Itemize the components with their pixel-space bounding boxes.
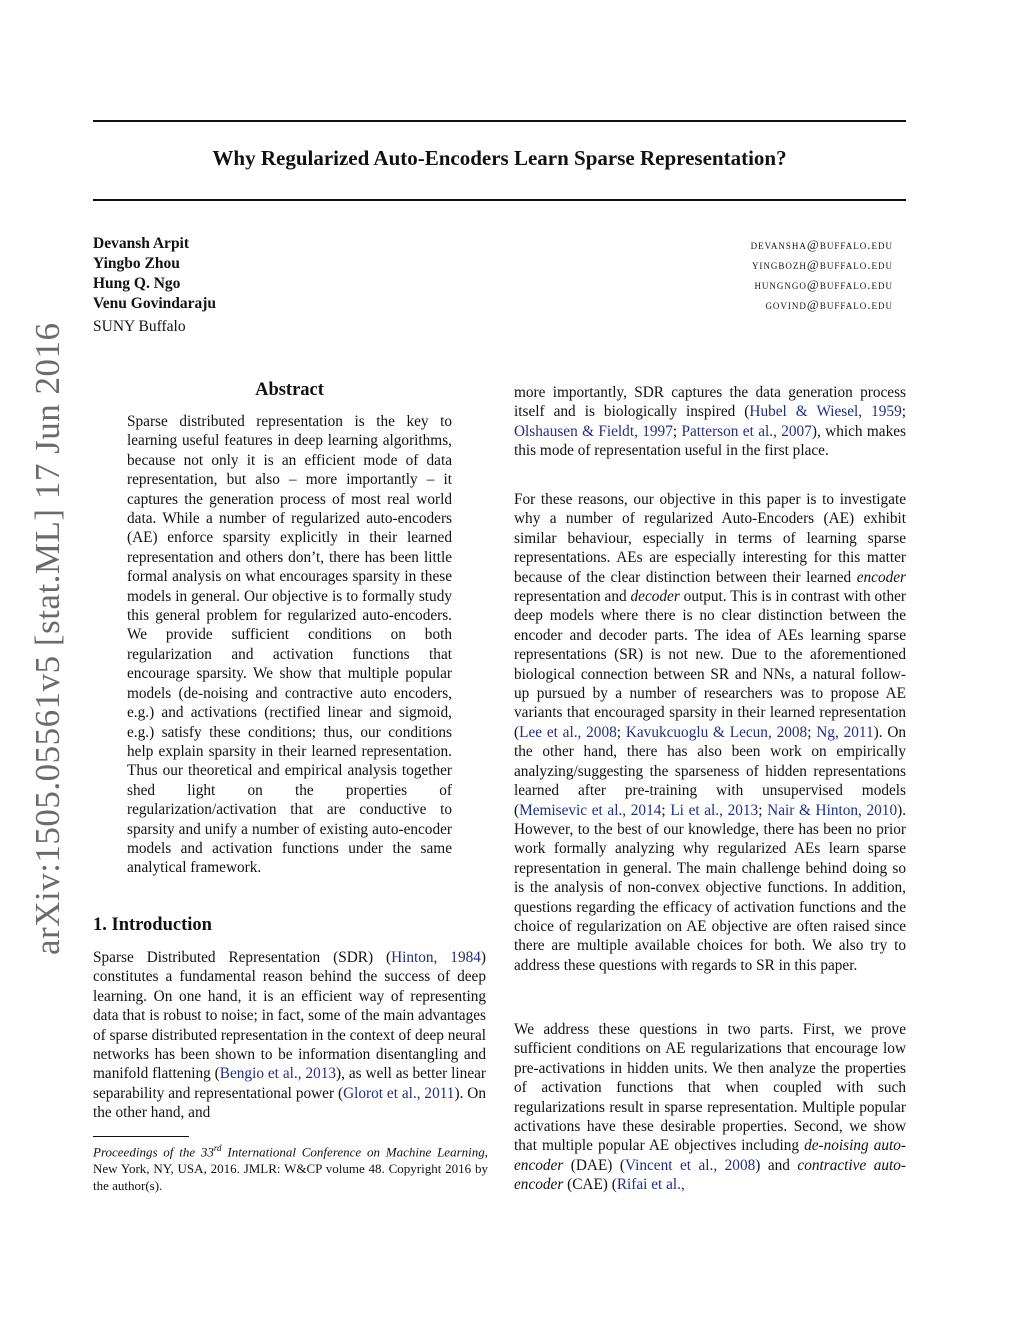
author-row <box>93 235 893 255</box>
citation-link[interactable]: Kavukcuoglu & Lecun, 2008 <box>625 723 808 741</box>
arxiv-stamp: arXiv:1505.05561v5 [stat.ML] 17 Jun 2016 <box>28 322 67 955</box>
author-name: Venu Govindaraju <box>93 295 217 312</box>
citation-link[interactable]: Glorot et al., 2011 <box>343 1084 455 1102</box>
citation-link[interactable]: Bengio et al., 2013 <box>219 1065 337 1083</box>
abstract-heading: Abstract <box>255 380 324 400</box>
body-paragraph: more importantly, SDR captures the data generation process itself and is biologically inspired (Hubel & Wiesel, 1959; Olshausen & Fieldt, 1997; Patterson et al., 2007), which makes this mode of representation useful in the first place. <box>514 384 906 460</box>
citation-link[interactable]: Patterson et al., 2007 <box>681 422 812 440</box>
affiliation: SUNY Buffalo <box>93 318 186 335</box>
author-email: hungngo@buffalo.edu <box>754 277 893 292</box>
citation-link[interactable]: Li et al., 2013 <box>670 801 759 819</box>
title-rule-bottom <box>93 199 906 201</box>
author-row <box>93 255 893 275</box>
title-rule-top <box>93 120 906 122</box>
citation-link[interactable]: Memisevic et al., 2014 <box>519 801 662 819</box>
author-name: Devansh Arpit <box>93 235 190 252</box>
author-email: devansha@buffalo.edu <box>750 237 893 252</box>
citation-link[interactable]: Ng, 2011 <box>816 723 874 741</box>
body-paragraph: We address these questions in two parts. First, we prove sufficient conditions on AE regularizations that encourage low pre-activations in hidden units. We then analyze the properties of activation functions that when coupled with such regularizations result in sparse representation. Multiple popular activations have these desirable properties. Second, we show that multiple popular AE objectives including de-noising auto-encoder (DAE) (Vincent et al., 2008) and contractive auto-encoder (CAE) (Rifai et al., <box>514 1021 906 1194</box>
author-name: Hung Q. Ngo <box>93 275 181 292</box>
author-row <box>93 295 893 315</box>
citation-link[interactable]: Lee et al., 2008 <box>519 723 617 741</box>
footnote-rule <box>93 1136 189 1137</box>
citation-link[interactable]: Nair & Hinton, 2010 <box>767 801 898 819</box>
citation-link[interactable]: Olshausen & Fieldt, 1997 <box>514 422 673 440</box>
author-email: govind@buffalo.edu <box>765 297 893 312</box>
citation-link[interactable]: Hubel & Wiesel, 1959 <box>749 403 902 421</box>
citation-link[interactable]: Hinton, 1984 <box>391 949 481 966</box>
section-heading-introduction: 1. Introduction <box>93 915 212 935</box>
abstract-text: Sparse distributed representation is the key to learning useful features in deep learning algorithms, because not only it is an efficient mode of data representation, but also – more importantly – it captures the generation process of most real world data. While a number of regularized auto-encoders (AE) enforce sparsity explicitly in their learned representation and others don’t, there has been little formal analysis on what encourages sparsity in these models in general. Our objective is to formally study this general problem for regularized auto-encoders. We provide sufficient conditions on both regularization and activation functions that encourage sparsity. We show that multiple popular models (de-noising and contractive auto encoders, e.g.) and activations (rectified linear and sigmoid, e.g.) satisfy these conditions; thus, our conditions help explain sparsity in their learned representation. Thus our theoretical and empirical analysis together shed light on the properties of regularization/activation that are conductive to sparsity and unify a number of existing auto-encoder models and activation functions under the same analytical framework. <box>127 413 452 877</box>
intro-paragraph: Sparse Distributed Representation (SDR) (Hinton, 1984) constitutes a fundamental reason behind the success of deep learning. On one hand, it is an efficient way of representing data that is robust to noise; in fact, some of the main advantages of sparse distributed representation in the context of deep neural networks has been shown to be information disentangling and manifold flattening (Bengio et al., 2013), as well as better linear separability and representational power (Glorot et al., 2011). On the other hand, and <box>93 949 487 1122</box>
citation-link[interactable]: Rifai et al., <box>616 1176 685 1194</box>
author-name: Yingbo Zhou <box>93 255 180 272</box>
citation-link[interactable]: Vincent et al., 2008 <box>624 1156 756 1174</box>
footnote: Proceedings of the 33rd International Conference on Machine Learning, New York, NY, USA, 2016. JMLR: W&CP volume 48. Copyright 2016 by the author(s). <box>93 1143 488 1194</box>
author-row <box>93 275 893 295</box>
author-email: yingbozh@buffalo.edu <box>751 257 893 272</box>
body-paragraph: For these reasons, our objective in this paper is to investigate why a number of regularized Auto-Encoders (AE) exhibit similar behaviour, especially in terms of learning sparse representations. AEs are especially interesting for this matter because of the clear distinction between their learned encoder representation and decoder output. This is in contrast with other deep models where there is no clear distinction between the encoder and decoder parts. The idea of AEs learning sparse representations (SR) is not new. Due to the aforementioned biological connection between SR and NNs, a natural follow-up pursued by a number of researchers was to propose AE variants that encouraged sparsity in their learned representation (Lee et al., 2008; Kavukcuoglu & Lecun, 2008; Ng, 2011). On the other hand, there has also been work on empirically analyzing/suggesting the sparseness of hidden representations learned after pre-training with unsupervised models (Memisevic et al., 2014; Li et al., 2013; Nair & Hinton, 2010). However, to the best of our knowledge, there has been no prior work formally analyzing why regularized AEs learn sparse representation in general. The main challenge behind doing so is the analysis of non-convex objective functions. In addition, questions regarding the efficacy of activation functions and the choice of regularization on AE objective are often raised since there are multiple available choices for both. We also try to address these questions with regards to SR in this paper. <box>514 491 907 974</box>
paper-title: Why Regularized Auto-Encoders Learn Sparse Representation? <box>212 146 787 170</box>
